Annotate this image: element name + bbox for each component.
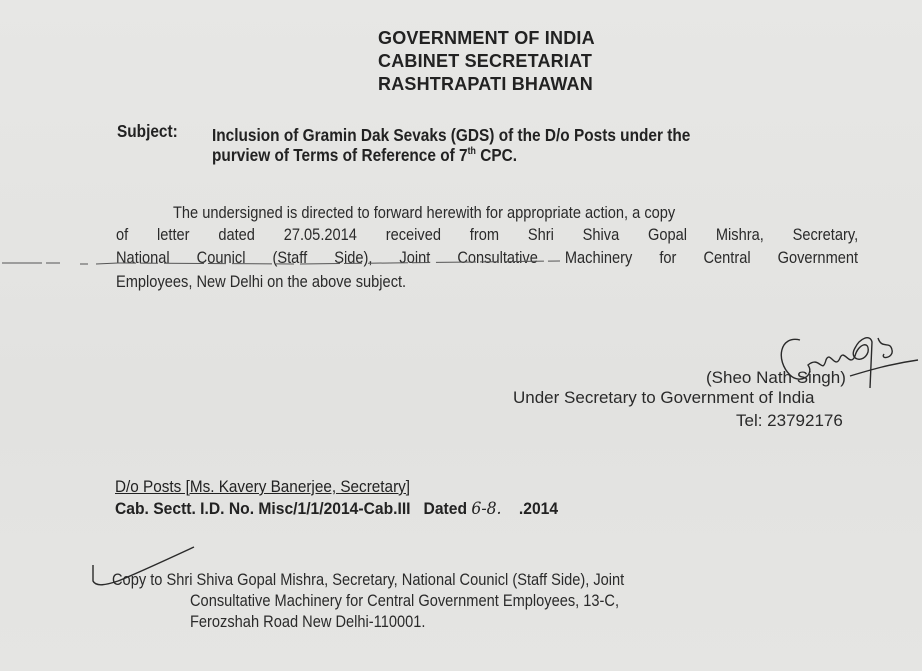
reference-dated-handwritten: 6-8.	[471, 499, 502, 519]
reference-id-line	[115, 499, 558, 519]
subject-line-1: Inclusion of Gramin Dak Sevaks (GDS) of the D/o Posts under the	[212, 125, 691, 145]
copy-line-3: Ferozshah Road New Delhi-110001.	[190, 612, 426, 631]
reference-id-label: Cab. Sectt. I.D. No. Misc/1/1/2014-Cab.III	[115, 499, 411, 518]
reference-addressee: D/o Posts [Ms. Kavery Banerjee, Secretary]	[115, 477, 411, 496]
body-line-4: Employees, New Delhi on the above subject.	[116, 272, 407, 291]
copy-line-1: Copy to Shri Shiva Gopal Mishra, Secretary, National Counicl (Staff Side), Joint	[112, 570, 625, 589]
signatory-name: (Sheo Nath Singh)	[706, 368, 846, 387]
body-line-3: National Counicl (Staff Side), Joint Consultative Machinery for Central Government	[116, 248, 859, 267]
subject-label: Subject:	[117, 121, 178, 141]
header-cabinet-secretariat: CABINET SECRETARIAT	[378, 51, 593, 71]
reference-dated-year: .2014	[518, 499, 559, 518]
signatory-designation: Under Secretary to Government of India	[513, 388, 815, 407]
body-line-2: of letter dated 27.05.2014 received from Shri Shiva Gopal Mishra, Secretary,	[116, 225, 859, 244]
copy-line-2: Consultative Machinery for Central Government Employees, 13-C,	[190, 591, 620, 610]
reference-dated-label: Dated	[423, 499, 468, 518]
pen-stroke-mark	[0, 258, 560, 270]
subject-line-2: purview of Terms of Reference of 7th CPC.	[212, 145, 518, 165]
signatory-tel: Tel: 23792176	[736, 411, 843, 430]
body-line-1: The undersigned is directed to forward herewith for appropriate action, a copy	[173, 203, 676, 222]
header-government: GOVERNMENT OF INDIA	[378, 28, 595, 48]
header-rashtrapati-bhawan: RASHTRAPATI BHAWAN	[378, 74, 593, 94]
